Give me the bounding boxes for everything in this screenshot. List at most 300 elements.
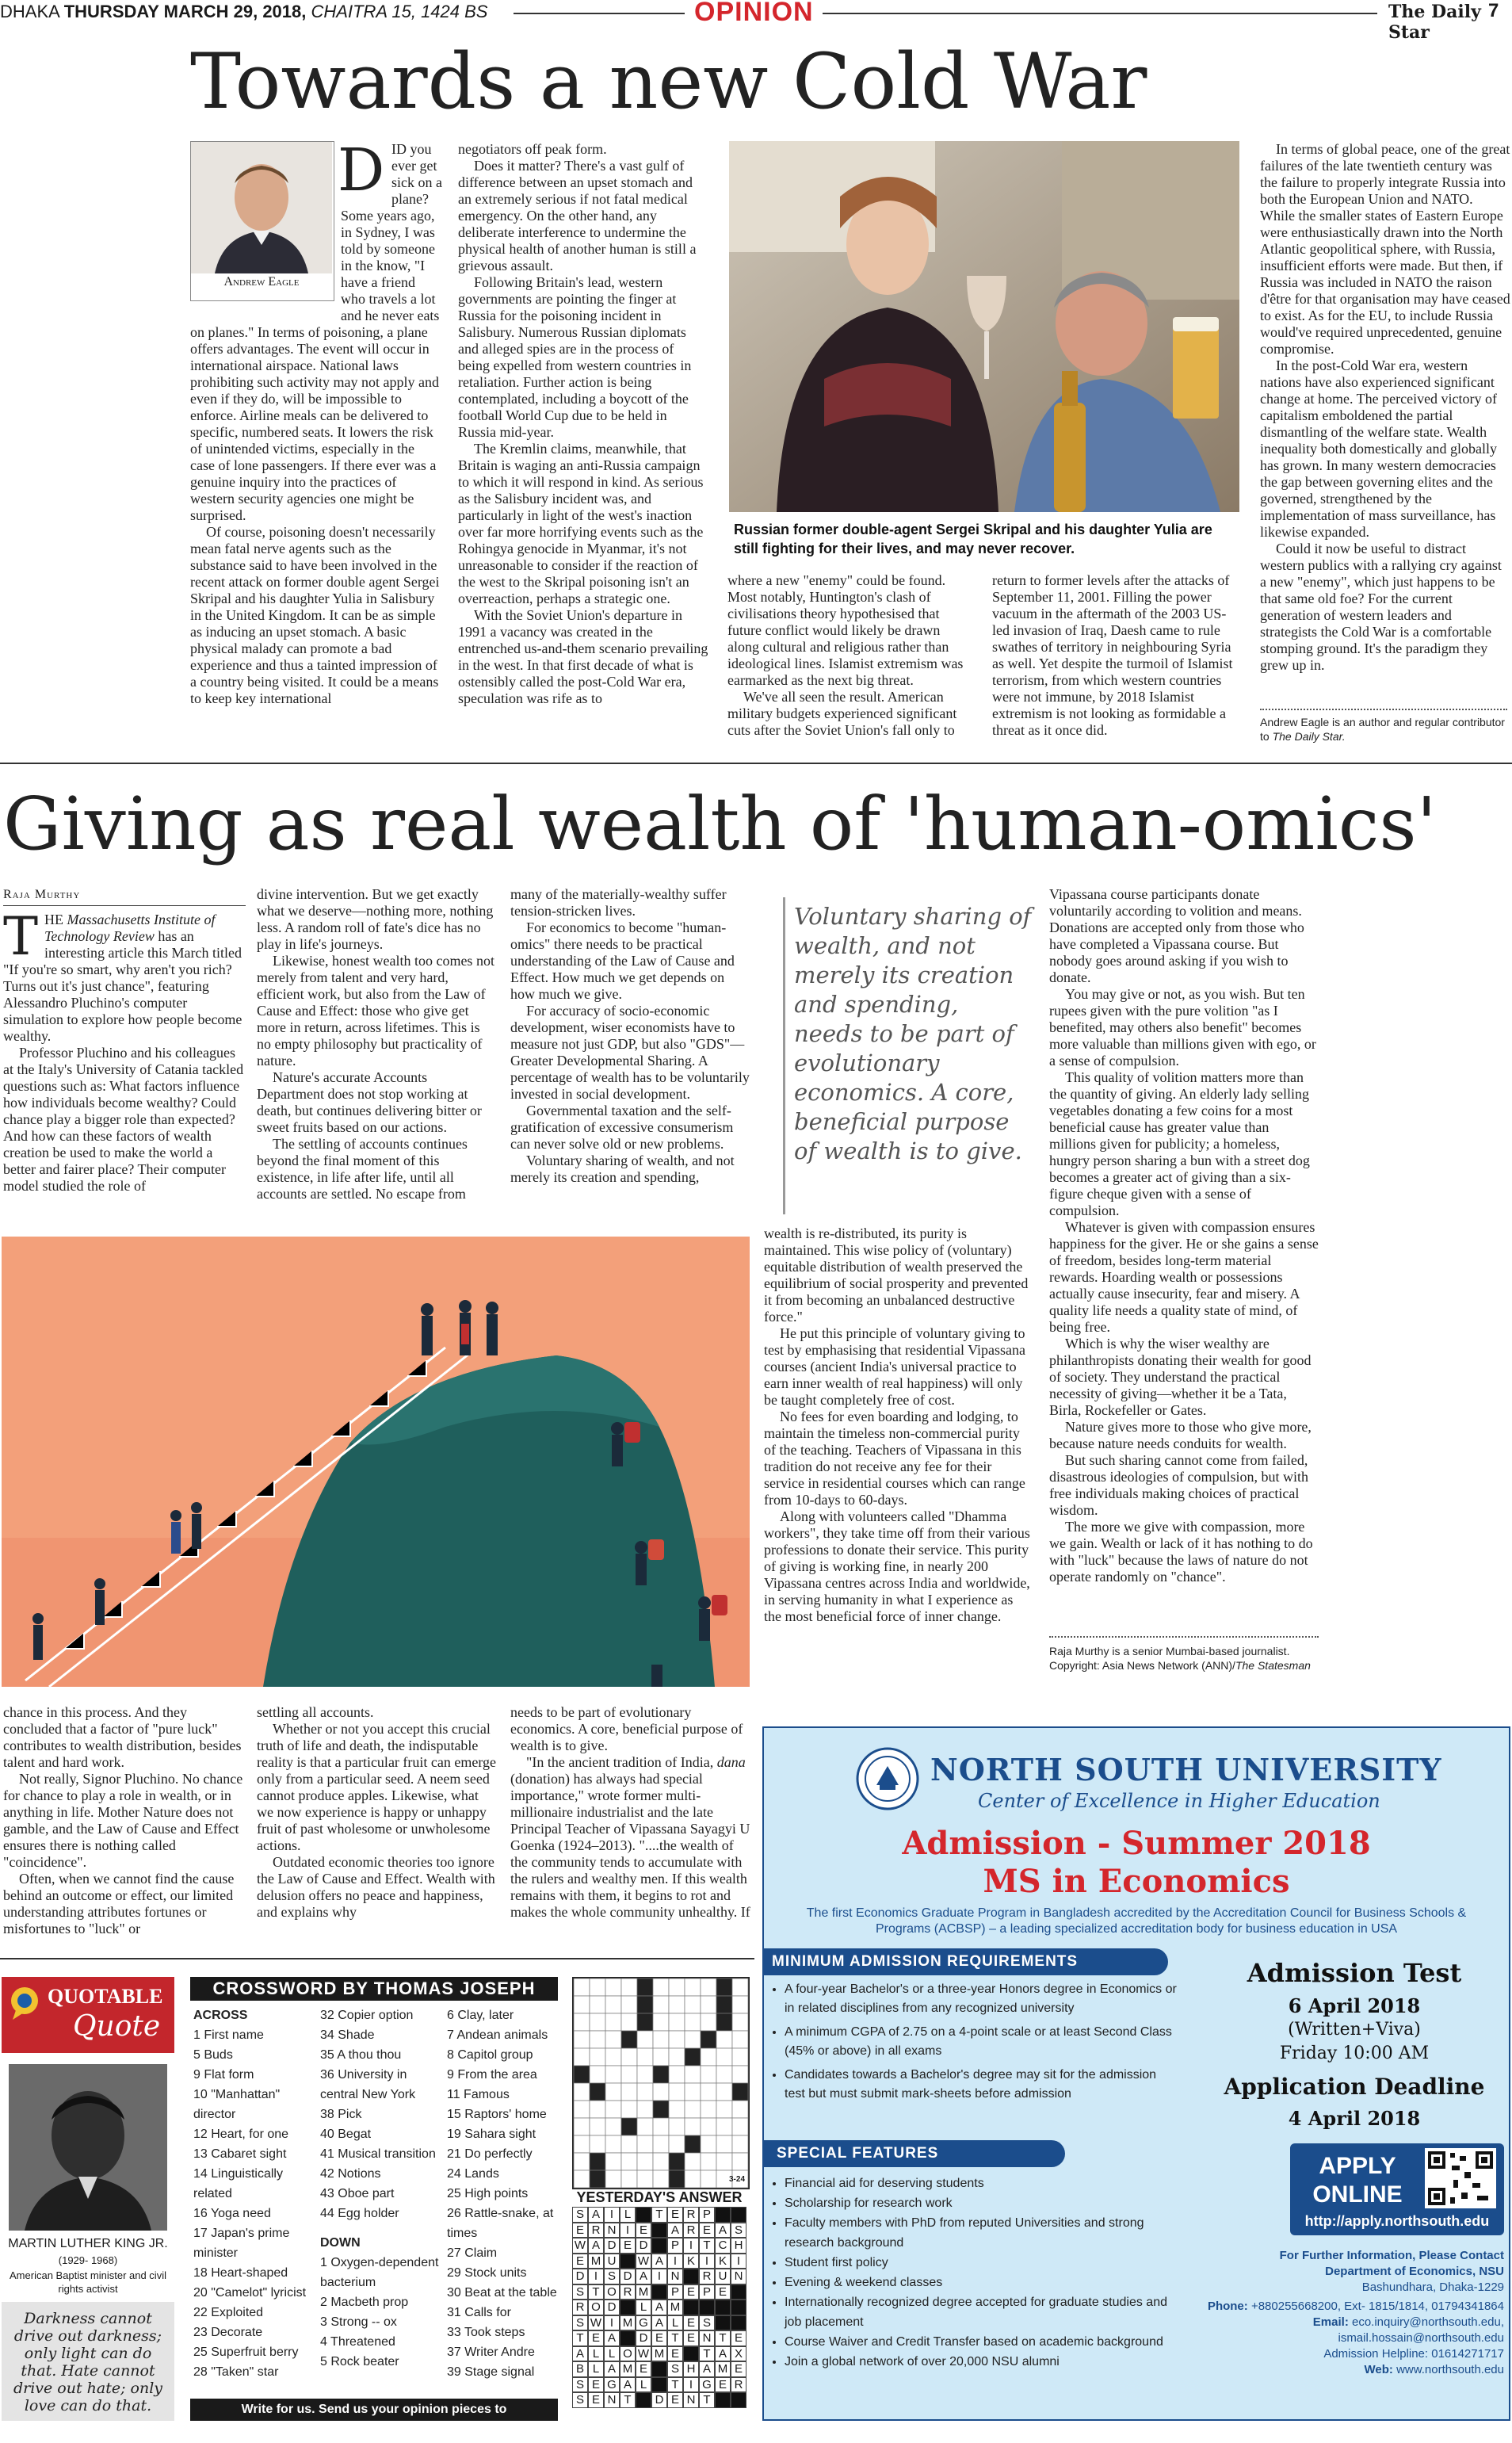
crossword-cell[interactable]: [621, 2048, 637, 2066]
crossword-cell[interactable]: [605, 2048, 621, 2066]
crossword-cell[interactable]: [605, 2118, 621, 2135]
quote-author-role: American Baptist minister and civil rights activist: [10, 2269, 166, 2295]
admission-test-date: 6 April 2018: [1288, 1994, 1421, 2017]
answer-cell: U: [715, 2269, 731, 2284]
crossword-cell[interactable]: [701, 2083, 716, 2101]
answer-cell: [636, 2207, 651, 2223]
crossword-cell[interactable]: [685, 2118, 701, 2135]
crossword-clue: 26 Rattle-snake, at times: [447, 2207, 554, 2240]
answer-cell: M: [636, 2284, 651, 2300]
website-link[interactable]: www.northsouth.edu: [1396, 2363, 1504, 2376]
crossword-cell[interactable]: [685, 2153, 701, 2170]
answer-cell: C: [715, 2238, 731, 2254]
crossword-cell[interactable]: [621, 1996, 637, 2013]
dateline-bengali-date: CHAITRA 15, 1424 BS: [311, 2, 488, 21]
crossword-cell[interactable]: [716, 2101, 732, 2118]
crossword-cell[interactable]: [574, 2101, 590, 2118]
article1-col2-para2: Does it matter? There's a vast gulf of difference between an upset stomach and an extremely serious if not fatal medical emergency. On the other hand, any deliberate interference to undermine the physical health of another human is still a grievous assault.: [458, 158, 697, 273]
crossword-cell[interactable]: [590, 1978, 605, 1996]
crossword-clue: 28 "Taken" star: [193, 2365, 279, 2379]
answer-cell: L: [588, 2361, 604, 2377]
answer-cell: G: [604, 2377, 620, 2393]
program-headline: MS in Economics: [983, 1863, 1290, 1900]
admission-test-time: Friday 10:00 AM: [1279, 2043, 1430, 2063]
crossword-cell[interactable]: [590, 2083, 605, 2101]
crossword-cell[interactable]: [669, 2048, 685, 2066]
answer-row: [572, 2207, 746, 2223]
answer-cell: E: [651, 2330, 667, 2346]
crossword-cell[interactable]: [716, 1996, 732, 2013]
crossword-clue: 25 Superfruit berry: [193, 2346, 299, 2359]
answer-cell: S: [731, 2223, 746, 2238]
crossword-clue: 19 Sahara sight: [447, 2128, 536, 2141]
crossword-cell[interactable]: [716, 2083, 732, 2101]
article2-col2-para1: divine intervention. But we get exactly what we deserve—nothing more, nothing less. A random roll of fate's dice has no play in life's journeys.: [257, 886, 494, 952]
crossword-cell[interactable]: [685, 2135, 701, 2153]
crossword-cell[interactable]: [590, 2135, 605, 2153]
crossword-cell[interactable]: [701, 2170, 716, 2188]
answer-cell: A: [651, 2315, 667, 2331]
crossword-cell[interactable]: [669, 2013, 685, 2031]
crossword-clue: 5 Rock beater: [320, 2355, 399, 2368]
crossword-cell[interactable]: [621, 2118, 637, 2135]
article2-col3-para4: Governmental taxation and the self-gratification of excessive consumerism can never solve old or new problems.: [510, 1103, 734, 1152]
crossword-cell[interactable]: [732, 2031, 748, 2048]
crossword-cell[interactable]: [574, 2066, 590, 2083]
answer-cell: A: [651, 2254, 667, 2269]
article2-author-divider: [1049, 1636, 1319, 1638]
quote-text-box: [2, 2302, 174, 2421]
answer-cell: [620, 2300, 636, 2315]
article2-byline: Raja Murthy: [3, 888, 81, 901]
article2-lower-col2-para1: settling all accounts.: [257, 1704, 374, 1720]
deadline-date: 4 April 2018: [1288, 2107, 1421, 2130]
crossword-cell[interactable]: [669, 2153, 685, 2170]
crossword-cell[interactable]: [605, 2013, 621, 2031]
crossword-cell[interactable]: [590, 2048, 605, 2066]
article2-headline: Giving as real wealth of 'human-omics': [3, 782, 1437, 866]
crossword-cell[interactable]: [732, 1996, 748, 2013]
answer-cell: M: [715, 2361, 731, 2377]
answer-cell: U: [604, 2254, 620, 2269]
crossword-cell[interactable]: [590, 2013, 605, 2031]
crossword-cell[interactable]: [574, 2083, 590, 2101]
answer-row: [572, 2269, 746, 2284]
crossword-cell[interactable]: [716, 2135, 732, 2153]
crossword-cell[interactable]: [653, 2118, 669, 2135]
article2-author-note-text: Raja Murthy is a senior Mumbai-based journalist.: [1049, 1645, 1290, 1657]
answer-cell: I: [683, 2377, 699, 2393]
crossword-cell[interactable]: [716, 2013, 732, 2031]
article2-lower-col3: [510, 1704, 751, 1944]
crossword-cell[interactable]: [590, 1996, 605, 2013]
crossword-cell[interactable]: [621, 2135, 637, 2153]
crossword-cell[interactable]: [653, 2170, 669, 2188]
answer-cell: D: [636, 2238, 651, 2254]
answer-cell: D: [636, 2330, 651, 2346]
crossword-clue: 40 Begat: [320, 2128, 372, 2141]
crossword-cell[interactable]: [637, 2170, 653, 2188]
crossword-cell[interactable]: [621, 2031, 637, 2048]
answer-cell: [731, 2392, 746, 2408]
crossword-clue: 36 University in central New York: [320, 2068, 416, 2101]
answer-cell: E: [588, 2392, 604, 2408]
crossword-clue: 27 Claim: [447, 2246, 498, 2260]
crossword-cell[interactable]: [637, 2083, 653, 2101]
article1-col1-para2: Of course, poisoning doesn't necessarily mean fatal nerve agents such as the substance said to have been involved in the recent attack on former double agent Sergei Skripal and his daughter Yulia in Salisbury in the United Kingdom. It can be as simple as inducing an upset stomach. A basic physical malady can promote a bad experience and thus a tainted impression of a country being visited. It could be a means to keep key international: [190, 524, 440, 706]
crossword-grid[interactable]: [572, 1977, 750, 2189]
crossword-cell[interactable]: [653, 2101, 669, 2118]
answer-cell: E: [667, 2346, 683, 2362]
article1-col4: [992, 572, 1239, 745]
article1-col3: [727, 572, 975, 745]
article2-intro-rest: has an interesting article this March titled "If you're so smart, why aren't you rich? Turns out it's just chance", featuring Alessandro Pluchino's computer simulation to explore how people become wealthy.: [3, 928, 242, 1044]
crossword-cell[interactable]: [605, 2066, 621, 2083]
crossword-cell[interactable]: [637, 2135, 653, 2153]
crossword-cell[interactable]: [590, 2066, 605, 2083]
answer-cell: R: [588, 2223, 604, 2238]
crossword-cell[interactable]: [716, 1978, 732, 1996]
article2-col1: [3, 906, 247, 1194]
answer-cell: S: [572, 2392, 588, 2408]
crossword-cell[interactable]: [669, 2066, 685, 2083]
crossword-clue: 17 Japan's prime minister: [193, 2227, 290, 2260]
answer-cell: D: [572, 2269, 588, 2284]
crossword-cell[interactable]: [653, 2153, 669, 2170]
article2-pullquote: Voluntary sharing of wealth, and not merely its creation and spending, needs to be part of evolutionary economics. A core, beneficial purpose of wealth is to give.: [794, 903, 1032, 1164]
crossword-cell[interactable]: [605, 1996, 621, 2013]
answer-cell: A: [667, 2223, 683, 2238]
crossword-cell[interactable]: [732, 2066, 748, 2083]
crossword-clue: 42 Notions: [320, 2167, 381, 2181]
crossword-cell[interactable]: [685, 2101, 701, 2118]
answer-cell: T: [651, 2207, 667, 2223]
answer-cell: A: [715, 2346, 731, 2362]
crossword-cell[interactable]: [685, 2066, 701, 2083]
crossword-cell[interactable]: [621, 2083, 637, 2101]
answer-cell: I: [683, 2238, 699, 2254]
article2-lower-col2-para3: Outdated economic theories too ignore the Law of Cause and Effect. Wealth with delusion offers no peace and happiness, and explains why: [257, 1854, 495, 1920]
answer-cell: [651, 2238, 667, 2254]
crossword-cell[interactable]: [605, 2153, 621, 2170]
answer-cell: A: [588, 2238, 604, 2254]
article-divider: [0, 763, 1512, 764]
crossword-cell[interactable]: [590, 2153, 605, 2170]
answer-cell: M: [620, 2361, 636, 2377]
crossword-cell[interactable]: [685, 2031, 701, 2048]
answer-cell: O: [620, 2346, 636, 2362]
crossword-cell[interactable]: [574, 2048, 590, 2066]
apply-online-button[interactable]: [1290, 2143, 1504, 2235]
answer-row: [572, 2284, 746, 2300]
answer-cell: G: [636, 2315, 651, 2331]
crossword-cell[interactable]: [621, 1978, 637, 1996]
crossword-cell[interactable]: [637, 1996, 653, 2013]
crossword-cell[interactable]: [605, 2031, 621, 2048]
answer-grid: [572, 2207, 746, 2408]
crossword-cell[interactable]: [716, 2066, 732, 2083]
crossword-cell[interactable]: [732, 2135, 748, 2153]
crossword-cell[interactable]: [669, 1996, 685, 2013]
article2-col5-para8: The more we give with compassion, more we gain. Wealth or lack of it has nothing to do with "luck" because the laws of nature do not operate randomly on "chance".: [1049, 1519, 1313, 1585]
crossword-cell[interactable]: [574, 2031, 590, 2048]
crossword-cell[interactable]: [732, 2118, 748, 2135]
crossword-clue: 22 Exploited: [193, 2306, 264, 2319]
answer-cell: E: [731, 2361, 746, 2377]
crossword-cell[interactable]: [701, 2153, 716, 2170]
article2-dropcap: T: [3, 906, 39, 967]
crossword-cell[interactable]: [574, 2170, 590, 2188]
crossword-cell[interactable]: [732, 2153, 748, 2170]
crossword-cell[interactable]: [653, 2031, 669, 2048]
email-secondary[interactable]: ismail.hossain@northsouth.edu: [1338, 2331, 1504, 2345]
crossword-cell[interactable]: [701, 1978, 716, 1996]
answer-cell: H: [731, 2238, 746, 2254]
crossword-cell[interactable]: [621, 2066, 637, 2083]
answer-cell: R: [699, 2269, 715, 2284]
crossword-cell[interactable]: [621, 2101, 637, 2118]
answer-cell: I: [667, 2254, 683, 2269]
answer-cell: A: [715, 2223, 731, 2238]
crossword-cell[interactable]: [669, 2135, 685, 2153]
answer-cell: S: [572, 2315, 588, 2331]
crossword-cell[interactable]: [685, 2170, 701, 2188]
article2-col3-para1: many of the materially-wealthy suffer tension-stricken lives.: [510, 886, 727, 919]
article1-col3-para1: where a new "enemy" could be found. Most notably, Huntington's clash of civilisations theory hypothesised that future conflict would likely be drawn along cultural and religious rather than ideological lines. Islamist extremism was earmarked as the next big threat.: [727, 572, 964, 688]
page-number: 7: [1488, 0, 1499, 21]
apply-url[interactable]: http://apply.northsouth.edu: [1304, 2213, 1490, 2229]
email-primary[interactable]: eco.inquiry@northsouth.edu,: [1351, 2315, 1504, 2329]
crossword-cell[interactable]: [653, 2066, 669, 2083]
answer-cell: T: [699, 2392, 715, 2408]
answer-cell: [683, 2300, 699, 2315]
crossword-cell[interactable]: [574, 2013, 590, 2031]
answer-cell: I: [699, 2254, 715, 2269]
crossword-cell[interactable]: [701, 2135, 716, 2153]
crossword-cell[interactable]: [669, 2170, 685, 2188]
crossword-cell[interactable]: [637, 2066, 653, 2083]
crossword-clue: 12 Heart, for one: [193, 2128, 289, 2141]
quote-subtitle: Quote: [73, 2010, 161, 2043]
crossword-cell[interactable]: [574, 2118, 590, 2135]
answer-cell: S: [667, 2361, 683, 2377]
crossword-cell[interactable]: [701, 2048, 716, 2066]
email-label: Email:: [1312, 2315, 1349, 2329]
answer-cell: W: [572, 2238, 588, 2254]
answer-row: [572, 2315, 746, 2331]
crossword-cell[interactable]: [637, 2048, 653, 2066]
answer-cell: W: [636, 2346, 651, 2362]
crossword-cell[interactable]: [605, 2101, 621, 2118]
crossword-cell[interactable]: [716, 2153, 732, 2170]
crossword-clue: 25 High points: [447, 2187, 529, 2200]
crossword-cell[interactable]: [653, 2083, 669, 2101]
crossword-cell[interactable]: [701, 1996, 716, 2013]
crossword-clue: 43 Oboe part: [320, 2187, 395, 2200]
crossword-cell[interactable]: [685, 1978, 701, 1996]
answer-cell: E: [667, 2392, 683, 2408]
bottom-section-divider: [0, 1958, 754, 1959]
article2-author-note-paper: The Statesman: [1235, 1659, 1311, 1672]
qr-code-icon: [1425, 2148, 1496, 2208]
quote-author-name: MARTIN LUTHER KING JR.: [8, 2237, 168, 2250]
answer-cell: T: [588, 2284, 604, 2300]
crossword-cell[interactable]: [590, 2118, 605, 2135]
answer-cell: [620, 2330, 636, 2346]
answer-cell: E: [588, 2330, 604, 2346]
crossword-cell[interactable]: [653, 1978, 669, 1996]
crossword-cell[interactable]: [653, 2048, 669, 2066]
answer-cell: H: [683, 2361, 699, 2377]
crossword-cell[interactable]: [732, 2048, 748, 2066]
crossword-cell[interactable]: [574, 1996, 590, 2013]
crossword-cell[interactable]: [701, 2013, 716, 2031]
crossword-cell[interactable]: [621, 2013, 637, 2031]
dateline: [0, 2, 487, 22]
article1-col5-para1: In terms of global peace, one of the great failures of the late twentieth century was the failure to properly integrate Russia into both the European Union and NATO. While the smaller states of Eastern Europe were enthusiastically drawn into the North Atlantic geopolitical sphere, with Russia, insufficient efforts were made. But then, if Russia was included in NATO the raison d'être for that organisation may have ceased to exist. As for the EU, to include Russia would've required unprecedented, genuine compromise.: [1260, 141, 1510, 357]
crossword-cell[interactable]: [701, 2101, 716, 2118]
feature-item: • Student first policy: [785, 2253, 1178, 2273]
crossword-cell[interactable]: [605, 2083, 621, 2101]
article1-col2-para4: The Kremlin claims, meanwhile, that Britain is waging an anti-Russia campaign to which it will respond in kind. As serious as the Salisbury incident was, and particularly in light of the west's inaction over far more horrifying events such as the Rohingya genocide in Myanmar, it's not unreasonable to consider if the reaction of the west to the Skripal poisoning isn't an overreaction, perhaps a strategic one.: [458, 441, 704, 606]
crossword-cell[interactable]: [685, 2048, 701, 2066]
crossword-cell[interactable]: [669, 2118, 685, 2135]
crossword-cell[interactable]: [716, 2031, 732, 2048]
crossword-cell[interactable]: [732, 2101, 748, 2118]
crossword-cell[interactable]: [685, 2083, 701, 2101]
answer-cell: K: [683, 2254, 699, 2269]
crossword-cell[interactable]: [574, 2153, 590, 2170]
article1-dropcap: D: [338, 136, 385, 205]
crossword-grid-cells: [574, 1978, 748, 2188]
crossword-clue: 41 Musical transition: [320, 2147, 436, 2161]
article2-lower-col3-quote-rest: (donation) has always had special importance," wrote former multi-millionaire industrialist and the late Principal Teacher of Vipassana Sayagyi U Goenka (1924–2013). "....the wealth of the community tends to accumulate with the rulers and wealthy men. If this wealth remains with them, it begins to rot and makes the whole community unhealthy. If: [510, 1771, 750, 1920]
crossword-cell[interactable]: [685, 1996, 701, 2013]
answer-cell: P: [699, 2284, 715, 2300]
answer-cell: E: [620, 2238, 636, 2254]
answer-cell: E: [572, 2254, 588, 2269]
crossword-cell[interactable]: [732, 1978, 748, 1996]
crossword-cell[interactable]: [732, 2083, 748, 2101]
crossword-cell[interactable]: [590, 2101, 605, 2118]
col1-dropcap-spacer: [341, 141, 391, 193]
admission-helpline: Admission Helpline: 01614271717: [1323, 2347, 1504, 2361]
answer-cell: E: [683, 2315, 699, 2331]
crossword-cell[interactable]: [605, 1978, 621, 1996]
quote-text: Darkness cannot drive out darkness; only light can do that. Hate cannot drive out hate; only love can do that.: [13, 2310, 163, 2414]
crossword-cell[interactable]: [621, 2170, 637, 2188]
quotable-quote-box: [2, 1977, 174, 2421]
article2-col4: [764, 1225, 1033, 1679]
crossword-cell[interactable]: [637, 2101, 653, 2118]
crossword-clue: 9 From the area: [447, 2068, 537, 2082]
answer-cell: P: [667, 2238, 683, 2254]
crossword-cell[interactable]: [701, 2031, 716, 2048]
quote-bubble-icon: [6, 1985, 43, 2021]
crossword-cell[interactable]: [637, 2153, 653, 2170]
answer-cell: A: [588, 2207, 604, 2223]
requirements-title: MINIMUM ADMISSION REQUIREMENTS: [764, 1948, 1168, 1975]
crossword-clue: 7 Andean animals: [447, 2028, 548, 2042]
crossword-cell[interactable]: [716, 2118, 732, 2135]
article2-col5-para1: Vipassana course participants donate voluntarily according to volition and means. Donations are accepted only from those who have completed a Vipassana course. But nobody goes around asking if you wish to donate.: [1049, 886, 1304, 985]
crossword-clue: 33 Took steps: [447, 2326, 525, 2339]
crossword-cell[interactable]: [574, 1978, 590, 1996]
crossword-cell[interactable]: [605, 2135, 621, 2153]
answer-cell: [715, 2392, 731, 2408]
crossword-cell[interactable]: [732, 2013, 748, 2031]
crossword-clue: 14 Linguistically related: [193, 2167, 283, 2200]
answer-cell: L: [667, 2315, 683, 2331]
answer-cell: I: [604, 2315, 620, 2331]
answer-cell: [651, 2377, 667, 2393]
crossword-cell[interactable]: [574, 2135, 590, 2153]
feature-item: • Faculty members with PhD from reputed Universities and strong research background: [785, 2213, 1178, 2253]
answer-cell: B: [572, 2361, 588, 2377]
crossword-cell[interactable]: [685, 2013, 701, 2031]
answer-cell: I: [731, 2254, 746, 2269]
crossword-cell[interactable]: [669, 2101, 685, 2118]
crossword-cell[interactable]: [605, 2170, 621, 2188]
crossword-cell[interactable]: [590, 2031, 605, 2048]
quote-banner: [2, 1977, 174, 2053]
article2-lower-col2-para2: Whether or not you accept this crucial truth of life and death, the indisputable reality is that a particular fruit can emerge only from a particular seed. A neem seed cannot produce apples. Likewise, what we now experience is happy or unhappy fruit of past wholesome or unwholesome actions.: [257, 1721, 497, 1853]
crossword-cell[interactable]: [637, 2013, 653, 2031]
crossword-cell[interactable]: [621, 2153, 637, 2170]
contact-title: For Further Information, Please Contact: [1279, 2249, 1504, 2262]
answer-cell: E: [715, 2377, 731, 2393]
crossword-cell[interactable]: [701, 2118, 716, 2135]
requirement-item: • A minimum CGPA of 2.75 on a 4-point scale or at least Second Class (45% or above) in all exams: [785, 2023, 1178, 2061]
crossword-cell[interactable]: [653, 2013, 669, 2031]
crossword-cell[interactable]: [701, 2066, 716, 2083]
crossword-cell[interactable]: [669, 1978, 685, 1996]
answer-cell: T: [572, 2330, 588, 2346]
answer-cell: [651, 2361, 667, 2377]
crossword-across-col2: [320, 2005, 441, 2372]
crossword-clue: 20 "Camelot" lyricist: [193, 2286, 307, 2300]
crossword-cell[interactable]: [637, 1978, 653, 1996]
article1-col5-para3: Could it now be useful to distract western publics with a rallying cry against a new "enemy", which just happens to be that same old foe? For the current generation of western leaders and strategists the Cold War is a comfortable stomping ground. It's the paradigm they grew up in.: [1260, 541, 1502, 673]
crossword-cell[interactable]: [653, 2135, 669, 2153]
header-rule-right: [823, 13, 1377, 14]
answer-row: [572, 2330, 746, 2346]
crossword-cell[interactable]: [669, 2031, 685, 2048]
crossword-clue: 18 Heart-shaped: [193, 2266, 288, 2280]
crossword-cell[interactable]: [637, 2031, 653, 2048]
crossword-cell[interactable]: [653, 1996, 669, 2013]
answer-cell: N: [604, 2392, 620, 2408]
author-photo-caption: Andrew Eagle: [223, 275, 300, 289]
answer-row: [572, 2361, 746, 2377]
page-header: [0, 0, 1512, 43]
crossword-clue: 30 Beat at the table: [447, 2286, 557, 2300]
skripal-photo-caption: Russian former double-agent Sergei Skripal and his daughter Yulia are still fighting for their lives, and may never recover.: [734, 522, 1212, 556]
answer-cell: S: [572, 2284, 588, 2300]
pullquote-bar: [783, 897, 785, 1214]
crossword-cell[interactable]: [637, 2118, 653, 2135]
answer-cell: P: [667, 2284, 683, 2300]
answer-cell: A: [604, 2330, 620, 2346]
answer-row: [572, 2346, 746, 2362]
answer-cell: A: [572, 2346, 588, 2362]
crossword-cell[interactable]: [590, 2170, 605, 2188]
crossword-cell[interactable]: [669, 2083, 685, 2101]
crossword-cell[interactable]: [716, 2048, 732, 2066]
answer-cell: E: [683, 2284, 699, 2300]
article1-author-note: [1260, 715, 1510, 744]
answer-cell: N: [604, 2223, 620, 2238]
